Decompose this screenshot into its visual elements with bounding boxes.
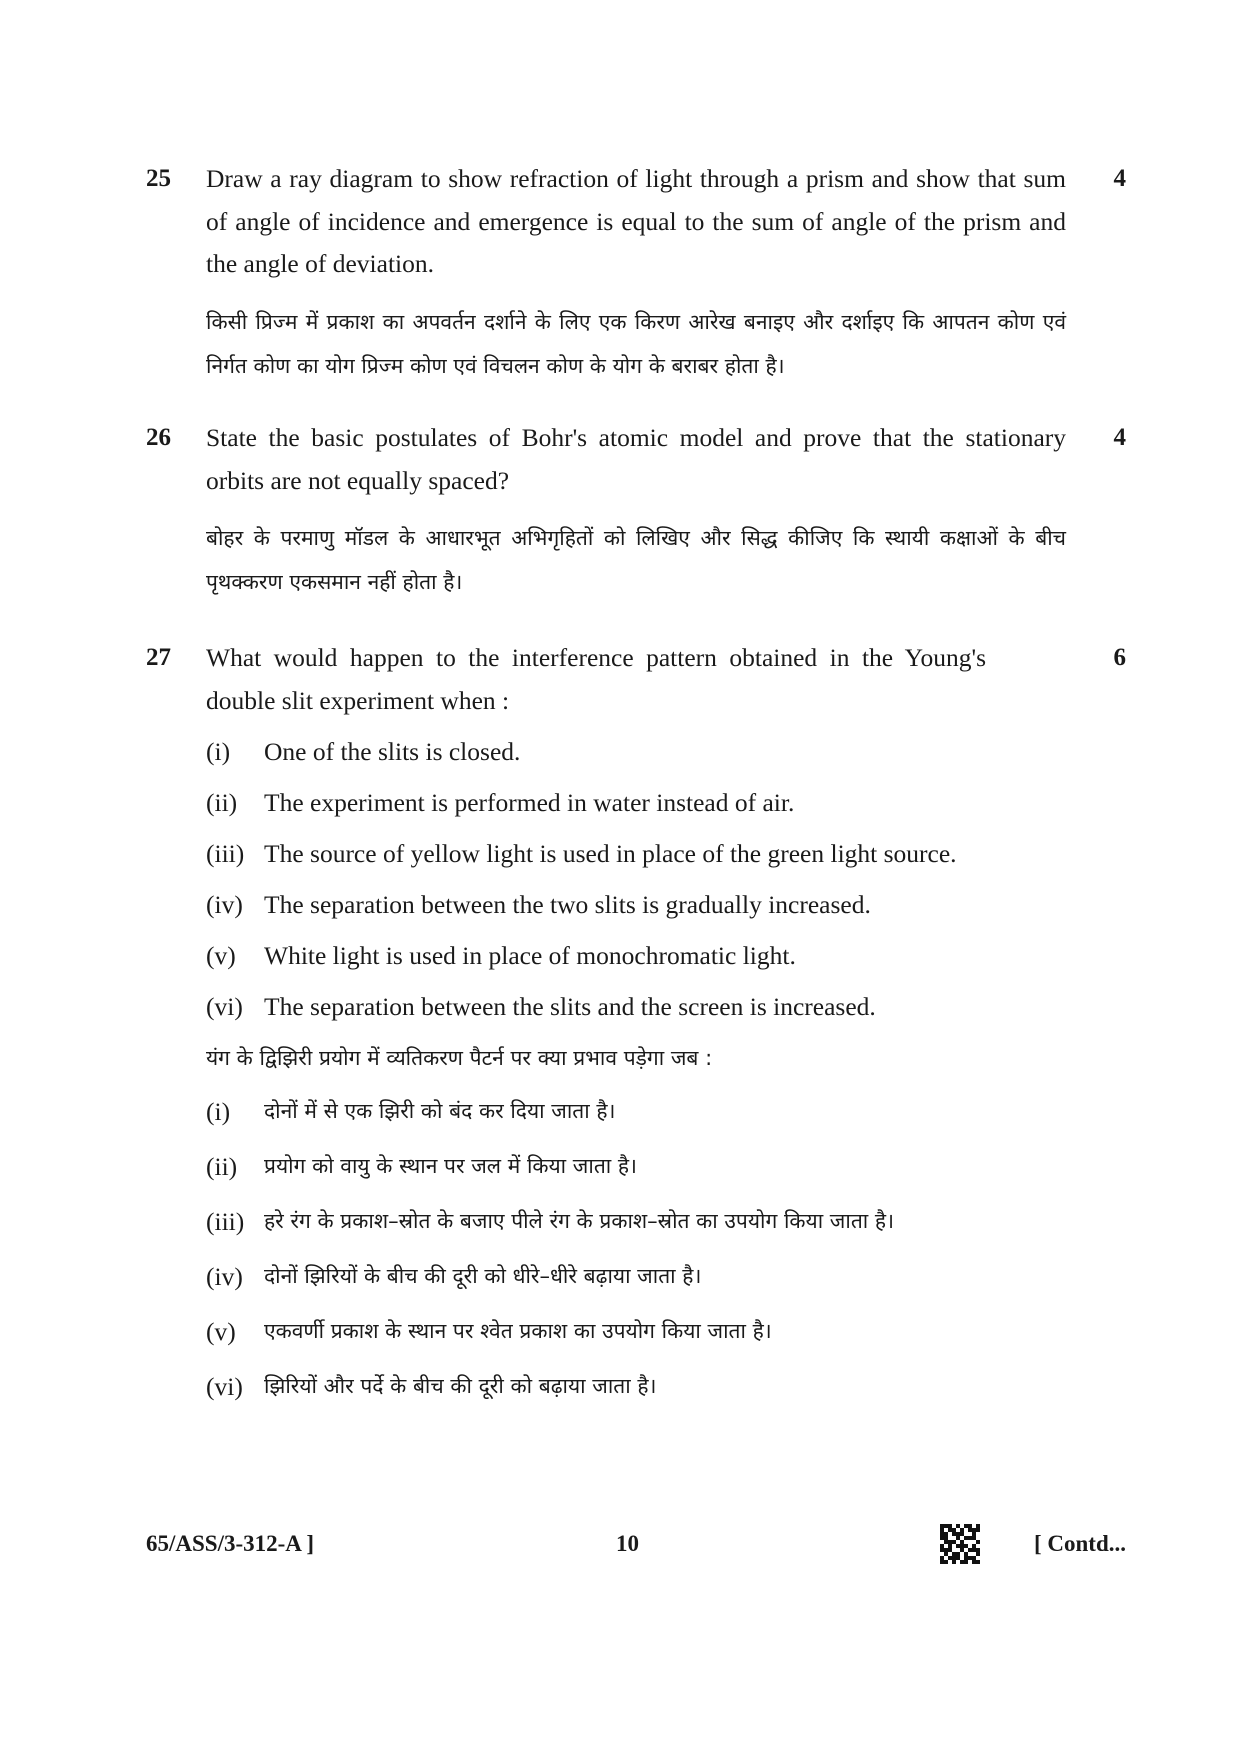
continued-label: [ Contd... [1033,1531,1126,1556]
question-marks: 4 [1113,165,1126,192]
question-text-hindi: किसी प्रिज्म में प्रकाश का अपवर्तन दर्शाने के लिए एक किरण आरेख बनाइए और दर्शाइए कि आपतन कोण एवं निर्गत कोण का योग प्रिज्म कोण एवं विचलन कोण के योग के बराबर होता है। [206,309,1066,378]
question-26 [146,417,1126,604]
qr-code-icon [940,1524,980,1564]
question-text-hindi: बोहर के परमाणु मॉडल के आधारभूत अभिगृहितों को लिखिए और सिद्ध कीजिए कि स्थायी कक्षाओं के बीच पृथक्करण एकसमान नहीं होता है। [206,526,1066,594]
sub-question-hindi: (vi) झिरियों और पर्दे के बीच की दूरी को बढ़ाया जाता है। [206,1372,657,1401]
paper-code: 65/ASS/3-312-A ] [146,1531,315,1556]
question-marks: 4 [1113,424,1126,451]
page-number: 10 [616,1531,639,1556]
sub-question-english: (iii) The source of yellow light is used in place of the green light source. [206,839,957,868]
question-marks: 6 [1113,644,1126,671]
sub-question-hindi: (i) दोनों में से एक झिरी को बंद कर दिया जाता है। [206,1097,616,1126]
question-text-english: State the basic postulates of Bohr's atomic model and prove that the stationary orbits are not equally spaced? [206,423,1066,495]
sub-question-hindi: (iv) दोनों झिरियों के बीच की दूरी को धीरे–धीरे बढ़ाया जाता है। [206,1262,702,1291]
sub-question-english: (i) One of the slits is closed. [206,737,521,766]
sub-question-english: (ii) The experiment is performed in water instead of air. [206,788,795,817]
question-text-english: Draw a ray diagram to show refraction of light through a prism and show that sum of angle of incidence and emergence is equal to the sum of angle of the prism and the angle of deviation. [206,164,1066,278]
sub-question-english: (vi) The separation between the slits and the screen is increased. [206,992,876,1021]
question-27 [146,637,1126,1414]
question-25 [146,158,1126,388]
sub-question-hindi: (v) एकवर्णी प्रकाश के स्थान पर श्वेत प्रकाश का उपयोग किया जाता है। [206,1317,772,1346]
page-footer [146,1524,1126,1564]
sub-question-english: (v) White light is used in place of monochromatic light. [206,941,796,970]
question-text-english: What would happen to the interference pattern obtained in the Young's double slit experiment when : [206,643,986,715]
sub-question-english: (iv) The separation between the two slits is gradually increased. [206,890,871,919]
question-number: 27 [146,644,171,671]
question-number: 26 [146,424,171,451]
sub-question-hindi: (ii) प्रयोग को वायु के स्थान पर जल में किया जाता है। [206,1152,638,1181]
sub-question-hindi: (iii) हरे रंग के प्रकाश–स्रोत के बजाए पीले रंग के प्रकाश–स्रोत का उपयोग किया जाता है। [206,1207,895,1236]
question-number: 25 [146,165,171,192]
question-text-hindi: यंग के द्विझिरी प्रयोग में व्यतिकरण पैटर्न पर क्या प्रभाव पड़ेगा जब : [206,1046,713,1070]
